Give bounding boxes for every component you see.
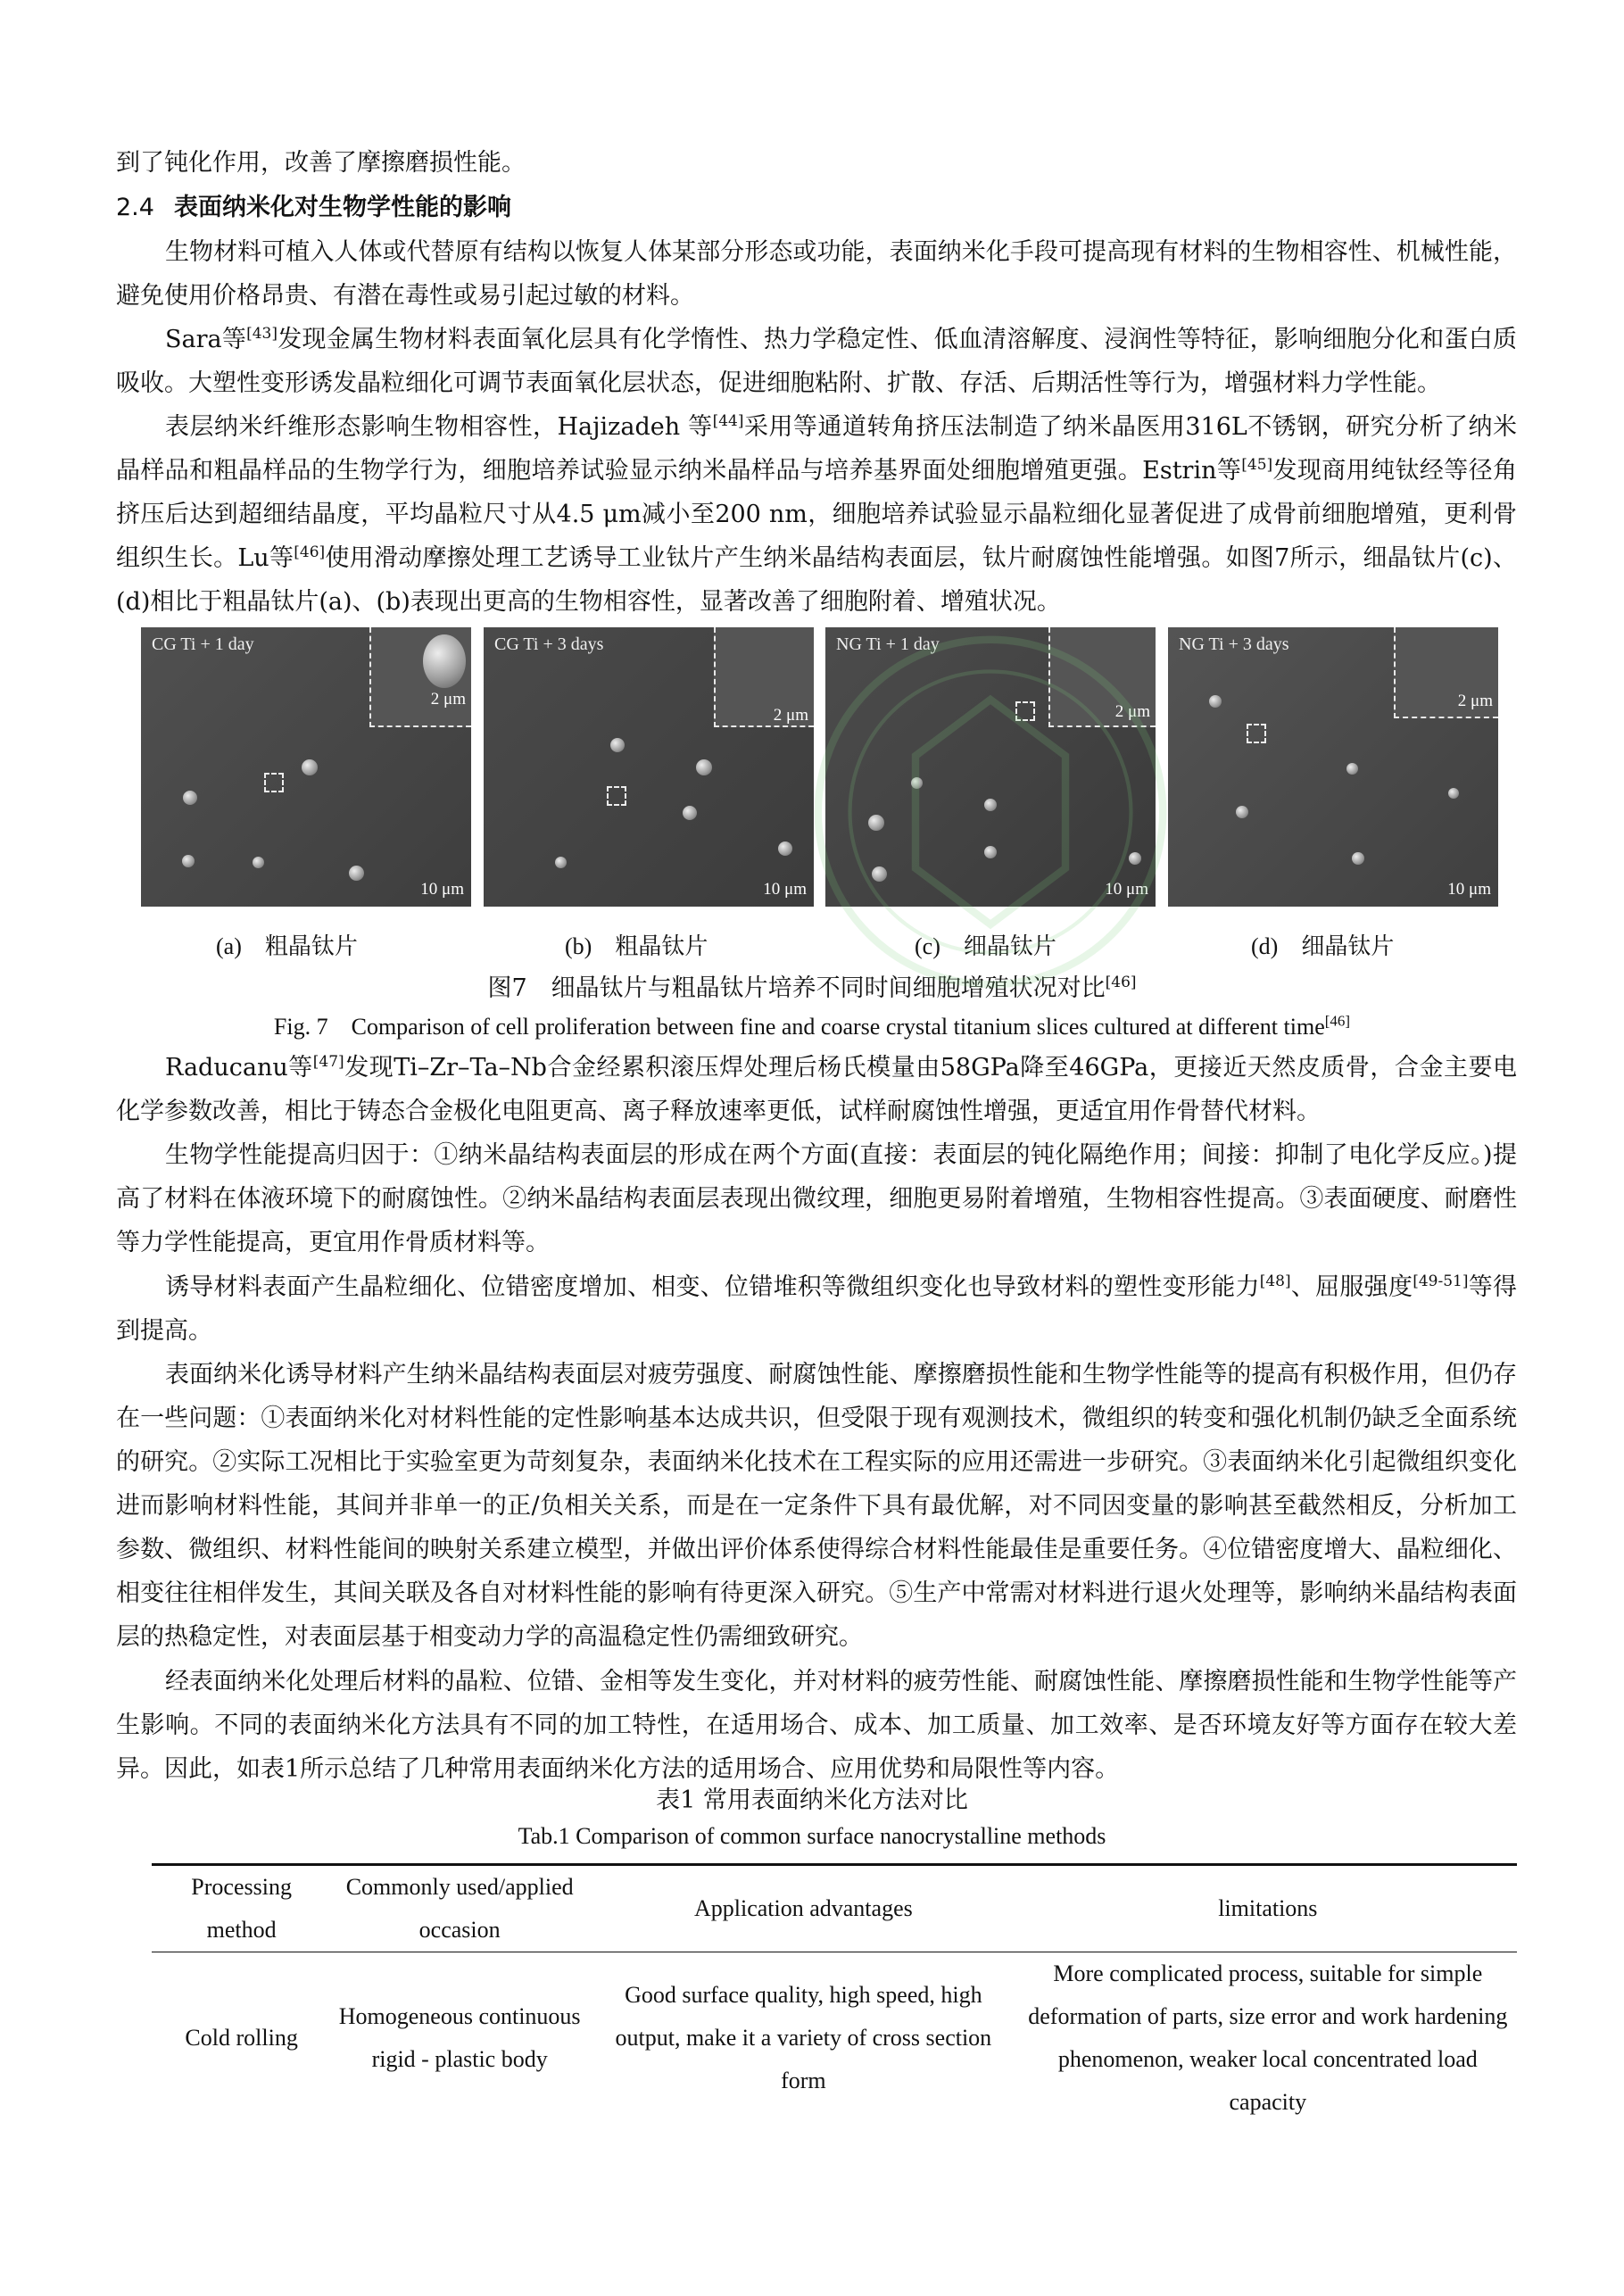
sem-panel-a xyxy=(141,627,471,907)
cell xyxy=(1236,806,1248,818)
scale-bar-label: 10 μm xyxy=(1105,880,1148,899)
scale-bar-label: 10 μm xyxy=(763,880,807,899)
inset-scale-label: 2 μm xyxy=(773,706,808,725)
subcaption-d: (d) 细晶钛片 xyxy=(1251,933,1395,959)
panel-label: CG Ti + 3 days xyxy=(494,634,604,654)
section-title: 表面纳米化对生物学性能的影响 xyxy=(173,194,511,221)
cell xyxy=(1352,852,1364,865)
sem-panel-b xyxy=(484,627,814,907)
cell xyxy=(253,857,264,868)
scale-bar-label: 10 μm xyxy=(420,880,464,899)
inset-scale-label: 2 μm xyxy=(1114,702,1150,721)
table-cell: Homogeneous continuous rigid - plastic body xyxy=(338,2003,581,2072)
citation: [43] xyxy=(246,325,278,343)
panel-label: NG Ti + 3 days xyxy=(1179,634,1289,654)
paragraph-7: 表面纳米化诱导材料产生纳米晶结构表面层对疲劳强度、耐腐蚀性能、摩擦磨损性能和生物学性能等的提高有积极作用，但仍存在一些问题：①表面纳米化对材料性能的定性影响基本达成共识，但受限于现有观测技术，微组织的转变和强化机制仍缺乏全面系统的研究。②实际工况相比于实验室更为苛刻复杂，表面纳米化技术在工程实际的应用还需进一步研究。③表面纳米化引起微组织变化进而影响材料性能，其间并非单一的正/负相关关系，而是在一定条件下具有最优解，对不同因变量的影响甚至截然相反，分析加工参数、微组织、材料性能间的映射关系建立模型，并做出评价体系使得综合材料性能最佳是重要任务。④位错密度增大、晶粒细化、相变往往相伴发生，其间关联及各自对材料性能的影响有待更深入研究。⑤生产中常需对材料进行退火处理等，影响纳米晶结构表面层的热稳定性，对表面层基于相变动力学的高温稳定性仍需细致研究。 xyxy=(116,1361,1517,1651)
scale-bar-label: 10 μm xyxy=(1447,880,1491,899)
cell xyxy=(696,759,712,775)
paragraph-3: 表层纳米纤维形态影响生物相容性，Hajizadeh 等[44]采用等通道转角挤压法制造了纳米晶医用316L不锈钢，研究分析了纳米晶样品和粗晶样品的生物学行为，细胞培养试验显示纳米晶样品与培养基界面处细胞增殖更强。Estrin等[45]发现商用纯钛经等径角挤压后达到超细结晶度，平均晶粒尺寸从4.5 μm减小至200 nm，细胞培养试验显示晶粒细化显著促进了成骨前细胞增殖，更利骨组织生长。Lu等[46]使用滑动摩擦处理工艺诱导工业钛片产生纳米晶结构表面层，钛片耐腐蚀性能增强。如图7所示，细晶钛片(c)、(d)相比于粗晶钛片(a)、(b)表现出更高的生物相容性，显著改善了细胞附着、增殖状况。 xyxy=(116,412,1517,616)
subcaption-a: (a) 粗晶钛片 xyxy=(216,933,358,959)
watermark-logo xyxy=(803,625,1178,999)
table-header: Application advantages xyxy=(693,1895,913,1921)
citation: [44] xyxy=(712,412,744,430)
table-row xyxy=(152,1952,1517,2125)
paragraph-8: 经表面纳米化处理后材料的晶粒、位错、金相等发生变化，并对材料的疲劳性能、耐腐蚀性能、摩擦磨损性能和生物学性能等产生影响。不同的表面纳米化方法具有不同的加工特性，在适用场合、成本、加工质量、加工效率、是否环境友好等方面存在较大差异。因此，如表1所示总结了几种常用表面纳米化方法的适用场合、应用优势和局限性等内容。 xyxy=(116,1668,1517,1783)
selection-box xyxy=(264,773,284,792)
inset-scale-label: 2 μm xyxy=(1457,692,1493,710)
cell xyxy=(423,634,466,688)
paragraph-4: Raducanu等[47]发现Ti–Zr–Ta–Nb合金经累积滚压焊处理后杨氏模量由58GPa降至46GPa，更接近天然皮质骨，合金主要电化学参数改善，相比于铸态合金极化电阻更高、离子释放速率更低，试样耐腐蚀性增强，更适宜用作骨替代材料。 xyxy=(116,1053,1518,1125)
paragraph-5: 生物学性能提高归因于：①纳米晶结构表面层的形成在两个方面(直接：表面层的钝化隔绝作用；间接：抑制了电化学反应。)提高了材料在体液环境下的耐腐蚀性。②纳米晶结构表面层表现出微纹理，细胞更易附着增殖，生物相容性提高。③表面硬度、耐磨性等力学性能提高，更宜用作骨质材料等。 xyxy=(116,1141,1517,1256)
subcaption-c: (c) 细晶钛片 xyxy=(915,933,1056,959)
selection-box xyxy=(607,786,626,806)
selection-box xyxy=(1247,724,1266,743)
subcaption-b: (b) 粗晶钛片 xyxy=(565,933,708,959)
table-caption-cn: 表1 常用表面纳米化方法对比 xyxy=(656,1786,968,1814)
table-header: limitations xyxy=(1218,1895,1318,1921)
cell xyxy=(683,806,697,820)
cell xyxy=(182,855,195,867)
cell xyxy=(1448,788,1459,799)
cell xyxy=(610,738,625,752)
comparison-table xyxy=(152,1863,1517,2124)
cell xyxy=(302,759,318,775)
citation: [46] xyxy=(294,543,326,561)
citation: [48] xyxy=(1259,1272,1291,1290)
figure-caption-cn: 图7 细晶钛片与粗晶钛片培养不同时间细胞增殖状况对比[46] xyxy=(487,974,1137,1002)
table-cell: Good surface quality, high speed, high output, make it a variety of cross section form xyxy=(615,1982,992,2093)
section-heading xyxy=(116,190,511,226)
inset-scale-label: 2 μm xyxy=(430,690,466,709)
citation: [49-51] xyxy=(1413,1272,1469,1290)
panel-label: NG Ti + 1 day xyxy=(836,634,940,654)
citation: [47] xyxy=(312,1053,344,1071)
inset-zoom xyxy=(369,627,471,727)
table-cell: Cold rolling xyxy=(185,2025,298,2051)
table-header: Commonly used/applied occasion xyxy=(345,1874,574,1943)
paragraph-2: Sara等[43]发现金属生物材料表面氧化层具有化学惰性、热力学稳定性、低血清溶解度、浸润性等特征，影响细胞分化和蛋白质吸收。大塑性变形诱发晶粒细化可调节表面氧化层状态，促进细胞粘附、扩散、存活、后期活性等行为，增强材料力学性能。 xyxy=(116,325,1517,397)
section-number: 2.4 xyxy=(116,194,154,221)
table-caption-en: Tab.1 Comparison of common surface nanocrystalline methods xyxy=(518,1823,1106,1849)
panel-label: CG Ti + 1 day xyxy=(152,634,254,654)
cell xyxy=(1209,695,1222,708)
figure-caption-en: Fig. 7 Comparison of cell proliferation between fine and coarse crystal titanium slices cultured at different time[46] xyxy=(273,1012,1351,1040)
table-header-row xyxy=(152,1865,1517,1952)
cell xyxy=(1346,763,1358,775)
cell xyxy=(349,866,364,881)
paragraph-0: 到了钝化作用，改善了摩擦磨损性能。 xyxy=(116,149,526,177)
table-header: Processing method xyxy=(191,1874,292,1943)
paragraph-1: 生物材料可植入人体或代替原有结构以恢复人体某部分形态或功能，表面纳米化手段可提高现有材料的生物相容性、机械性能，避免使用价格昂贵、有潜在毒性或易引起过敏的材料。 xyxy=(116,238,1517,310)
citation: [45] xyxy=(1241,456,1273,474)
sem-panel-d xyxy=(1168,627,1498,907)
cell xyxy=(778,841,792,856)
table-cell: More complicated process, suitable for simple deformation of parts, size error and work hardening phenomenon, weaker local concentrated load capacity xyxy=(1028,1960,1508,2115)
cell xyxy=(555,857,567,868)
cell xyxy=(183,791,197,805)
paragraph-6: 诱导材料表面产生晶粒细化、位错密度增加、相变、位错堆积等微组织变化也导致材料的塑性变形能力[48]、屈服强度[49-51]等得到提高。 xyxy=(116,1272,1518,1345)
